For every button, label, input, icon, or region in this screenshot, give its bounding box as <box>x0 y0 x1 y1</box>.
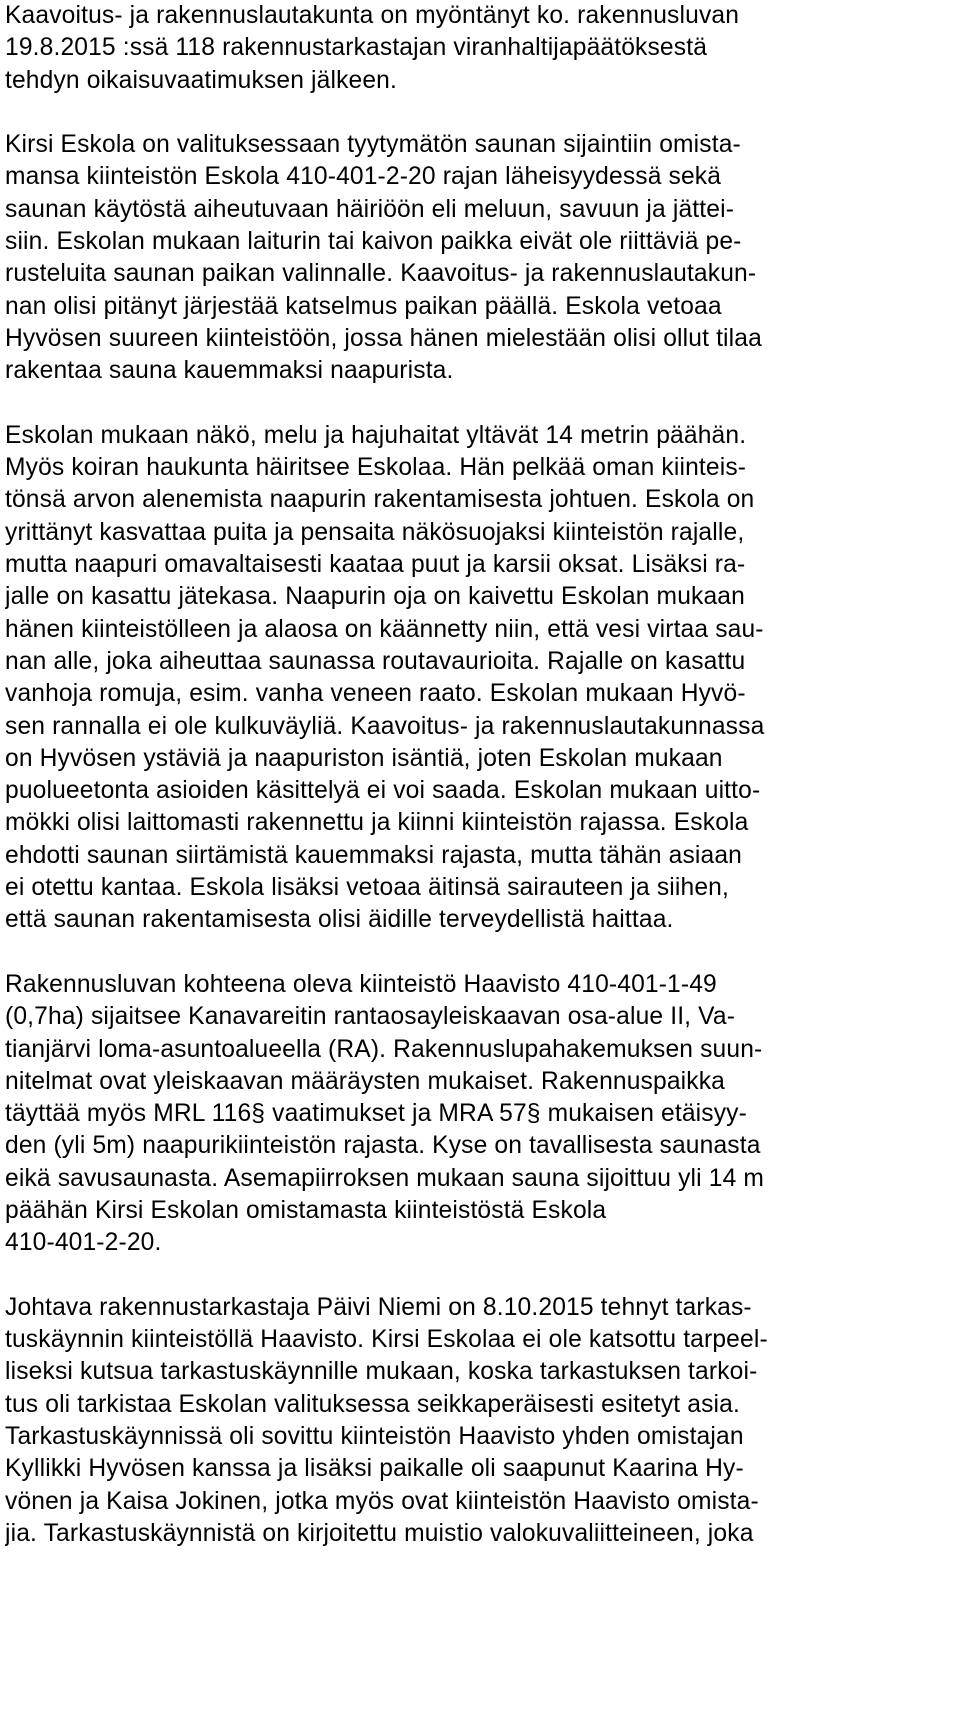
text-line: päähän Kirsi Eskolan omistamasta kiinteistöstä Eskola <box>5 1196 607 1224</box>
text-line: saunan käytöstä aiheutuvaan häiriöön eli meluun, savuun ja jättei- <box>5 195 735 223</box>
text-line: den (yli 5m) naapurikiinteistön rajasta. Kyse on tavallisesta saunasta <box>5 1132 761 1160</box>
text-line: että saunan rakentamisesta olisi äidille terveydellistä haittaa. <box>5 906 674 934</box>
paragraph-gap <box>5 97 957 129</box>
text-line: liseksi kutsua tarkastuskäynnille mukaan, koska tarkastuksen tarkoi- <box>5 1358 758 1386</box>
text-line: rakentaa sauna kauemmaksi naapurista. <box>5 357 454 385</box>
text-line: siin. Eskolan mukaan laiturin tai kaivon paikka eivät ole riittäviä pe- <box>5 228 742 256</box>
text-line: hänen kiinteistölleen ja alaosa on käännetty niin, että vesi virtaa sau- <box>5 615 764 643</box>
text-line: Eskolan mukaan näkö, melu ja hajuhaitat yltävät 14 metrin päähän. <box>5 421 747 449</box>
text-line: jalle on kasattu jätekasa. Naapurin oja on kaivettu Eskolan mukaan <box>5 583 745 611</box>
paragraph-appeal-summary <box>5 129 957 387</box>
text-line: Johtava rakennustarkastaja Päivi Niemi on 8.10.2015 tehnyt tarkas- <box>5 1293 752 1321</box>
text-line: yrittänyt kasvattaa puita ja pensaita näkösuojaksi kiinteistön rajalle, <box>5 518 745 546</box>
document-page <box>5 0 957 1725</box>
paragraph-gap <box>5 388 957 420</box>
text-line: tehdyn oikaisuvaatimuksen jälkeen. <box>5 66 397 94</box>
text-line: Myös koiran haukunta häiritsee Eskolaa. Hän pelkää oman kiinteis- <box>5 454 747 482</box>
text-line: mutta naapuri omavaltaisesti kaataa puut ja karsii oksat. Lisäksi ra- <box>5 551 746 579</box>
text-line: puolueetonta asioiden käsittelyä ei voi saada. Eskolan mukaan uitto- <box>5 777 761 805</box>
text-line: 19.8.2015 :ssä 118 rakennustarkastajan viranhaltijapäätöksestä <box>5 34 708 62</box>
text-line: tönsä arvon alenemista naapurin rakentamisesta johtuen. Eskola on <box>5 486 755 514</box>
text-line: Rakennusluvan kohteena oleva kiinteistö Haavisto 410-401-1-49 <box>5 970 717 998</box>
paragraph-nuisance-claims <box>5 420 957 937</box>
text-line: jia. Tarkastuskäynnistä on kirjoitettu muistio valokuvaliitteineen, joka <box>5 1519 754 1547</box>
text-line: rusteluita saunan paikan valinnalle. Kaavoitus- ja rakennuslautakun- <box>5 260 757 288</box>
paragraph-gap <box>5 937 957 969</box>
text-line: mökki olisi laittomasti rakennettu ja kiinni kiinteistön rajassa. Eskola <box>5 809 749 837</box>
paragraph-property-details <box>5 969 957 1260</box>
text-line: nan alle, joka aiheuttaa saunassa routavaurioita. Rajalle on kasattu <box>5 647 746 675</box>
text-line: tianjärvi loma-asuntoalueella (RA). Rakennuslupahakemuksen suun- <box>5 1035 763 1063</box>
text-line: vanhoja romuja, esim. vanha veneen raato. Eskolan mukaan Hyvö- <box>5 680 746 708</box>
text-line: (0,7ha) sijaitsee Kanavareitin rantaosayleiskaavan osa-alue II, Va- <box>5 1003 736 1031</box>
text-line: Tarkastuskäynnissä oli sovittu kiinteistön Haavisto yhden omistajan <box>5 1423 744 1451</box>
text-line: 410-401-2-20. <box>5 1229 162 1257</box>
text-line: täyttää myös MRL 116§ vaatimukset ja MRA 57§ mukaisen etäisyy- <box>5 1100 747 1128</box>
text-line: tus oli tarkistaa Eskolan valituksessa seikkaperäisesti esitetyt asia. <box>5 1390 740 1418</box>
text-line: Kyllikki Hyvösen kanssa ja lisäksi paikalle oli saapunut Kaarina Hy- <box>5 1455 744 1483</box>
text-line: vönen ja Kaisa Jokinen, jotka myös ovat kiinteistön Haavisto omista- <box>5 1487 759 1515</box>
paragraph-inspection-visit <box>5 1292 957 1550</box>
paragraph-gap <box>5 1260 957 1292</box>
text-line: ehdotti saunan siirtämistä kauemmaksi rajasta, mutta tähän asiaan <box>5 841 743 869</box>
paragraph-permit-granted <box>5 0 957 97</box>
text-line: sen rannalla ei ole kulkuväyliä. Kaavoitus- ja rakennuslautakunnassa <box>5 712 765 740</box>
text-line: Hyvösen suureen kiinteistöön, jossa hänen mielestään olisi ollut tilaa <box>5 324 762 352</box>
text-line: Kaavoitus- ja rakennuslautakunta on myöntänyt ko. rakennusluvan <box>5 2 740 29</box>
text-line: mansa kiinteistön Eskola 410-401-2-20 rajan läheisyydessä sekä <box>5 163 722 191</box>
text-line: Kirsi Eskola on valituksessaan tyytymätön saunan sijaintiin omista- <box>5 131 741 159</box>
text-line: nan olisi pitänyt järjestää katselmus paikan päällä. Eskola vetoaa <box>5 292 722 320</box>
text-line: tuskäynnin kiinteistöllä Haavisto. Kirsi Eskolaa ei ole katsottu tarpeel- <box>5 1326 768 1354</box>
text-line: ei otettu kantaa. Eskola lisäksi vetoaa äitinsä sairauteen ja siihen, <box>5 874 729 902</box>
text-line: on Hyvösen ystäviä ja naapuriston isäntiä, joten Eskolan mukaan <box>5 744 723 772</box>
text-line: nitelmat ovat yleiskaavan määräysten mukaiset. Rakennuspaikka <box>5 1067 725 1095</box>
text-line: eikä savusaunasta. Asemapiirroksen mukaan sauna sijoittuu yli 14 m <box>5 1164 765 1192</box>
